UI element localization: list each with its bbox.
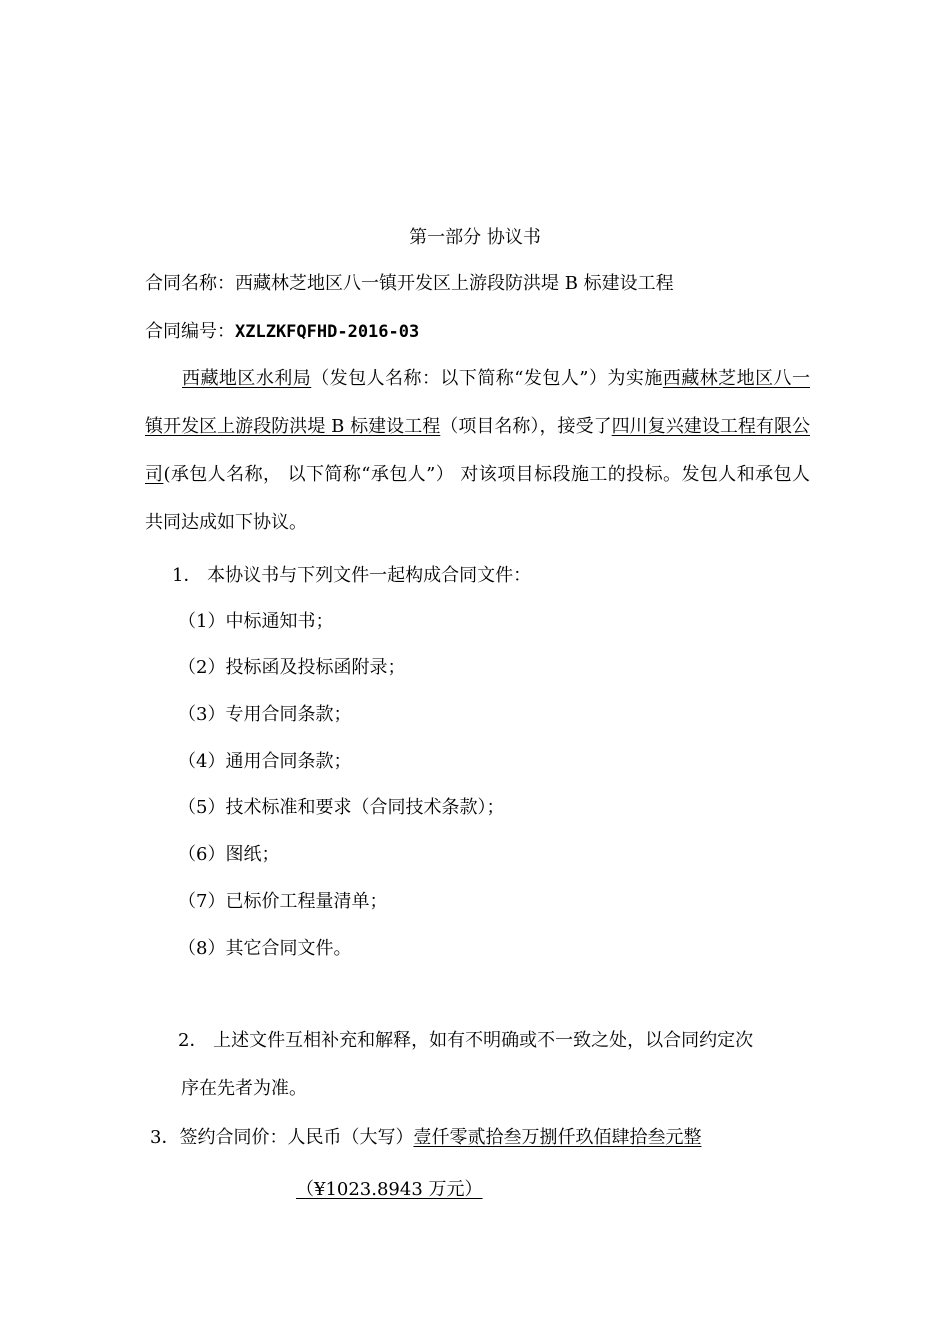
intro-text-1: （发包人名称：以下简称“发包人”）为实施 — [311, 368, 663, 389]
intro-text-3: (承包人名称， 以下简称“承包人”） 对该项目标段施工的投标。发包人和承包人共同达成如下协议。 — [145, 464, 811, 533]
list-item: （7）已标价工程量清单； — [178, 891, 388, 912]
list-item: （2）投标函及投标函附录； — [178, 657, 406, 678]
contract-name-label: 合同名称： — [145, 273, 235, 294]
clause-3-line — [150, 1126, 701, 1150]
contractor-name: 四川复兴建设工程有限公司 — [145, 416, 810, 485]
clause-1: 1． 本协议书与下列文件一起构成合同文件： — [172, 565, 532, 586]
contract-number-line — [145, 320, 419, 344]
contract-number-value: XZLZKFQFHD-2016-03 — [235, 322, 420, 342]
contract-name-line — [145, 272, 674, 296]
project-name: 西藏林芝地区八一镇开发区上游段防洪堤 B 标建设工程 — [145, 368, 811, 437]
list-item: （1）中标通知书； — [178, 611, 334, 632]
intro-paragraph — [145, 355, 810, 547]
clause-2-line-2: 序在先者为准。 — [181, 1078, 307, 1099]
contract-name-value: 西藏林芝地区八一镇开发区上游段防洪堤 B 标建设工程 — [235, 273, 674, 294]
list-item: （8）其它合同文件。 — [178, 938, 352, 959]
contract-price-words: 壹仟零贰拾叁万捌仟玖佰肆拾叁元整 — [413, 1127, 702, 1148]
employer-name: 西藏地区水利局 — [182, 368, 312, 389]
list-item: （5）技术标准和要求（合同技术条款）； — [178, 797, 505, 818]
contract-price-amount: （¥1023.8943 万元） — [296, 1179, 483, 1200]
intro-text-2: （项目名称），接受了 — [440, 416, 612, 437]
contract-number-label: 合同编号： — [145, 321, 235, 342]
clause-3-label: 3．签约合同价：人民币（大写） — [150, 1127, 414, 1148]
clause-2-line-1: 2． 上述文件互相补充和解释，如有不明确或不一致之处，以合同约定次 — [178, 1030, 754, 1051]
list-item: （6）图纸； — [178, 844, 280, 865]
page-title: 第一部分 协议书 — [409, 227, 541, 248]
list-item: （3）专用合同条款； — [178, 704, 352, 725]
list-item: （4）通用合同条款； — [178, 751, 352, 772]
